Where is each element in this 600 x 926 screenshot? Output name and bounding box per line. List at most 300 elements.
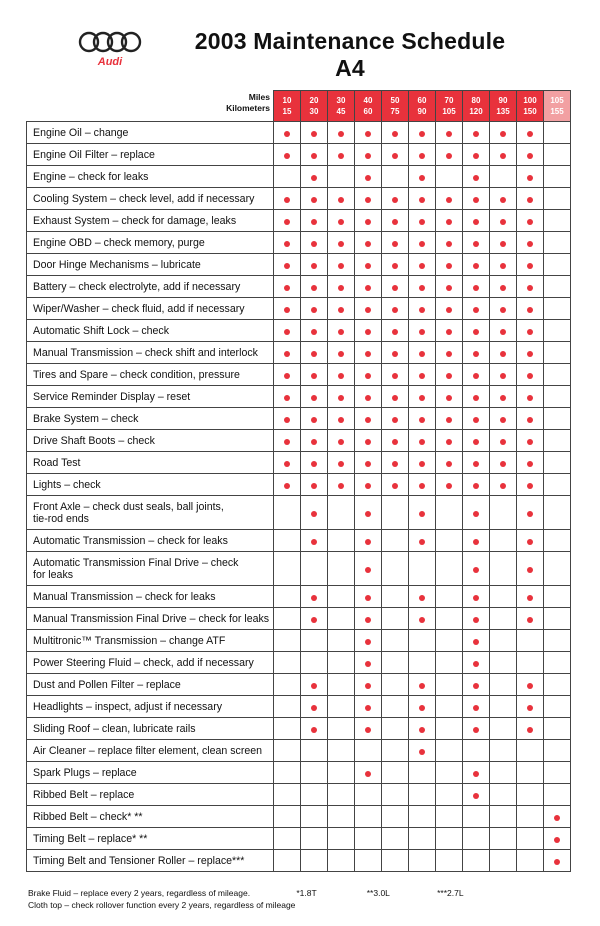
schedule-cell	[490, 496, 517, 530]
service-dot-icon	[446, 461, 452, 467]
cloth-top-note: Cloth top – check rollover function every 2 years, regardless of mileage	[28, 900, 296, 910]
service-dot-icon	[419, 511, 425, 517]
schedule-cell	[382, 762, 409, 784]
schedule-cell	[490, 144, 517, 166]
page-title	[140, 28, 560, 82]
schedule-cell	[409, 806, 436, 828]
table-row	[27, 144, 571, 166]
task-label: Drive Shaft Boots – check	[27, 430, 274, 452]
schedule-cell	[544, 784, 571, 806]
task-label: Wiper/Washer – check fluid, add if necessary	[27, 298, 274, 320]
schedule-cell	[355, 850, 382, 872]
table-row	[27, 320, 571, 342]
schedule-cell	[544, 762, 571, 784]
schedule-cell	[409, 342, 436, 364]
schedule-cell	[301, 784, 328, 806]
service-dot-icon	[419, 131, 425, 137]
service-dot-icon	[311, 175, 317, 181]
schedule-cell	[517, 552, 544, 586]
table-row	[27, 696, 571, 718]
schedule-cell	[544, 430, 571, 452]
schedule-cell	[517, 630, 544, 652]
service-dot-icon	[338, 329, 344, 335]
schedule-cell	[517, 254, 544, 276]
service-dot-icon	[446, 285, 452, 291]
schedule-cell	[544, 276, 571, 298]
service-dot-icon	[527, 483, 533, 489]
schedule-cell	[382, 674, 409, 696]
service-dot-icon	[392, 197, 398, 203]
schedule-cell	[328, 530, 355, 552]
schedule-cell	[463, 608, 490, 630]
service-dot-icon	[419, 539, 425, 545]
interval-km: 120	[469, 107, 483, 116]
service-dot-icon	[419, 727, 425, 733]
schedule-cell	[463, 276, 490, 298]
schedule-cell	[274, 298, 301, 320]
table-row	[27, 496, 571, 530]
schedule-cell	[355, 386, 382, 408]
table-row	[27, 430, 571, 452]
service-dot-icon	[473, 241, 479, 247]
schedule-cell	[328, 608, 355, 630]
schedule-cell	[544, 364, 571, 386]
schedule-cell	[382, 298, 409, 320]
service-dot-icon	[554, 815, 560, 821]
task-label: Power Steering Fluid – check, add if necessary	[27, 652, 274, 674]
service-dot-icon	[338, 219, 344, 225]
service-dot-icon	[554, 859, 560, 865]
schedule-cell	[463, 122, 490, 144]
schedule-cell	[328, 552, 355, 586]
schedule-cell	[382, 552, 409, 586]
schedule-cell	[382, 530, 409, 552]
schedule-cell	[517, 232, 544, 254]
service-dot-icon	[311, 461, 317, 467]
schedule-cell	[274, 122, 301, 144]
schedule-cell	[490, 254, 517, 276]
service-dot-icon	[527, 461, 533, 467]
interval-km: 105	[442, 107, 456, 116]
schedule-cell	[517, 496, 544, 530]
schedule-cell	[544, 298, 571, 320]
schedule-cell	[490, 188, 517, 210]
service-dot-icon	[527, 351, 533, 357]
header-blank	[27, 91, 274, 122]
schedule-cell	[517, 718, 544, 740]
table-row	[27, 762, 571, 784]
service-dot-icon	[527, 567, 533, 573]
schedule-cell	[463, 696, 490, 718]
service-dot-icon	[473, 197, 479, 203]
service-dot-icon	[473, 461, 479, 467]
footnote-2: **3.0L	[366, 888, 390, 898]
schedule-cell	[301, 452, 328, 474]
schedule-cell	[544, 452, 571, 474]
schedule-cell	[301, 652, 328, 674]
footnotes	[28, 887, 464, 911]
schedule-cell	[490, 586, 517, 608]
schedule-cell	[409, 122, 436, 144]
schedule-cell	[301, 122, 328, 144]
schedule-cell	[355, 122, 382, 144]
service-dot-icon	[527, 439, 533, 445]
service-dot-icon	[527, 705, 533, 711]
service-dot-icon	[473, 439, 479, 445]
schedule-cell	[301, 166, 328, 188]
km-label: Kilometers	[226, 103, 270, 113]
service-dot-icon	[392, 329, 398, 335]
schedule-cell	[355, 762, 382, 784]
service-dot-icon	[365, 617, 371, 623]
schedule-cell	[382, 430, 409, 452]
schedule-cell	[517, 652, 544, 674]
schedule-cell	[382, 144, 409, 166]
service-dot-icon	[473, 511, 479, 517]
task-label: Automatic Transmission – check for leaks	[27, 530, 274, 552]
schedule-cell	[274, 652, 301, 674]
service-dot-icon	[446, 351, 452, 357]
service-dot-icon	[392, 219, 398, 225]
service-dot-icon	[527, 539, 533, 545]
schedule-cell	[490, 718, 517, 740]
schedule-cell	[463, 144, 490, 166]
schedule-cell	[301, 762, 328, 784]
schedule-cell	[355, 630, 382, 652]
schedule-cell	[517, 674, 544, 696]
service-dot-icon	[365, 595, 371, 601]
schedule-cell	[490, 608, 517, 630]
schedule-cell	[544, 320, 571, 342]
interval-km: 60	[363, 107, 373, 116]
schedule-cell	[436, 320, 463, 342]
schedule-cell	[355, 144, 382, 166]
schedule-cell	[274, 254, 301, 276]
schedule-cell	[382, 630, 409, 652]
table-row	[27, 784, 571, 806]
table-row	[27, 210, 571, 232]
schedule-cell	[382, 188, 409, 210]
table-row	[27, 674, 571, 696]
schedule-cell	[436, 232, 463, 254]
service-dot-icon	[473, 263, 479, 269]
schedule-cell	[328, 452, 355, 474]
schedule-cell	[517, 320, 544, 342]
schedule-cell	[517, 342, 544, 364]
service-dot-icon	[419, 617, 425, 623]
schedule-cell	[328, 696, 355, 718]
service-dot-icon	[284, 131, 290, 137]
service-dot-icon	[527, 175, 533, 181]
task-label: Tires and Spare – check condition, pressure	[27, 364, 274, 386]
schedule-cell	[328, 254, 355, 276]
service-dot-icon	[311, 705, 317, 711]
schedule-cell	[436, 276, 463, 298]
schedule-cell	[409, 298, 436, 320]
schedule-cell	[463, 552, 490, 586]
schedule-cell	[490, 364, 517, 386]
schedule-cell	[301, 530, 328, 552]
service-dot-icon	[365, 639, 371, 645]
table-row	[27, 608, 571, 630]
schedule-cell	[328, 718, 355, 740]
table-row	[27, 386, 571, 408]
service-dot-icon	[419, 197, 425, 203]
schedule-cell	[463, 474, 490, 496]
service-dot-icon	[311, 263, 317, 269]
service-dot-icon	[284, 351, 290, 357]
service-dot-icon	[500, 351, 506, 357]
service-dot-icon	[311, 683, 317, 689]
schedule-cell	[436, 452, 463, 474]
schedule-cell	[409, 386, 436, 408]
schedule-cell	[355, 608, 382, 630]
schedule-cell	[328, 850, 355, 872]
service-dot-icon	[419, 241, 425, 247]
schedule-cell	[544, 386, 571, 408]
interval-header	[490, 91, 517, 122]
schedule-cell	[544, 166, 571, 188]
schedule-cell	[274, 530, 301, 552]
service-dot-icon	[527, 511, 533, 517]
service-dot-icon	[419, 683, 425, 689]
service-dot-icon	[365, 417, 371, 423]
schedule-cell	[544, 850, 571, 872]
schedule-cell	[409, 166, 436, 188]
schedule-cell	[463, 784, 490, 806]
task-label: Brake System – check	[27, 408, 274, 430]
service-dot-icon	[419, 749, 425, 755]
footnote-1: *1.8T	[296, 888, 317, 898]
schedule-cell	[301, 144, 328, 166]
table-row	[27, 298, 571, 320]
schedule-cell	[490, 850, 517, 872]
schedule-cell	[274, 762, 301, 784]
service-dot-icon	[284, 219, 290, 225]
schedule-cell	[301, 674, 328, 696]
service-dot-icon	[473, 307, 479, 313]
schedule-cell	[490, 552, 517, 586]
schedule-cell	[409, 828, 436, 850]
service-dot-icon	[473, 617, 479, 623]
schedule-cell	[301, 552, 328, 586]
schedule-cell	[328, 298, 355, 320]
interval-header	[517, 91, 544, 122]
schedule-cell	[382, 850, 409, 872]
task-label: Engine – check for leaks	[27, 166, 274, 188]
service-dot-icon	[392, 153, 398, 159]
service-dot-icon	[365, 661, 371, 667]
schedule-cell	[436, 552, 463, 586]
schedule-cell	[409, 630, 436, 652]
service-dot-icon	[365, 439, 371, 445]
schedule-cell	[328, 806, 355, 828]
service-dot-icon	[527, 307, 533, 313]
schedule-cell	[301, 828, 328, 850]
schedule-cell	[490, 740, 517, 762]
footnote-3: ***2.7L	[437, 888, 464, 898]
service-dot-icon	[338, 395, 344, 401]
task-label: Cooling System – check level, add if necessary	[27, 188, 274, 210]
service-dot-icon	[500, 439, 506, 445]
service-dot-icon	[500, 395, 506, 401]
schedule-cell	[328, 342, 355, 364]
schedule-cell	[544, 474, 571, 496]
interval-miles: 40	[363, 96, 373, 105]
service-dot-icon	[473, 395, 479, 401]
service-dot-icon	[365, 329, 371, 335]
schedule-cell	[463, 740, 490, 762]
service-dot-icon	[365, 395, 371, 401]
interval-miles: 105	[550, 96, 564, 105]
service-dot-icon	[365, 153, 371, 159]
schedule-cell	[436, 784, 463, 806]
table-row	[27, 828, 571, 850]
schedule-cell	[409, 276, 436, 298]
schedule-cell	[355, 474, 382, 496]
service-dot-icon	[500, 417, 506, 423]
schedule-cell	[382, 408, 409, 430]
schedule-cell	[382, 232, 409, 254]
task-label: Headlights – inspect, adjust if necessary	[27, 696, 274, 718]
task-label: Ribbed Belt – replace	[27, 784, 274, 806]
schedule-cell	[382, 276, 409, 298]
service-dot-icon	[338, 131, 344, 137]
service-dot-icon	[338, 241, 344, 247]
schedule-cell	[436, 496, 463, 530]
interval-km: 30	[309, 107, 319, 116]
schedule-cell	[436, 254, 463, 276]
schedule-cell	[409, 608, 436, 630]
schedule-cell	[355, 210, 382, 232]
service-dot-icon	[446, 417, 452, 423]
maintenance-table	[26, 90, 571, 872]
service-dot-icon	[311, 307, 317, 313]
schedule-cell	[436, 828, 463, 850]
schedule-cell	[544, 608, 571, 630]
schedule-cell	[463, 762, 490, 784]
schedule-cell	[436, 210, 463, 232]
schedule-cell	[436, 298, 463, 320]
schedule-cell	[382, 586, 409, 608]
schedule-cell	[463, 386, 490, 408]
schedule-cell	[490, 630, 517, 652]
schedule-cell	[328, 408, 355, 430]
interval-header	[436, 91, 463, 122]
interval-header	[355, 91, 382, 122]
schedule-cell	[544, 718, 571, 740]
schedule-cell	[409, 210, 436, 232]
service-dot-icon	[473, 153, 479, 159]
schedule-cell	[355, 298, 382, 320]
schedule-cell	[274, 364, 301, 386]
service-dot-icon	[419, 395, 425, 401]
schedule-cell	[463, 342, 490, 364]
schedule-cell	[274, 210, 301, 232]
service-dot-icon	[284, 461, 290, 467]
schedule-cell	[355, 166, 382, 188]
schedule-cell	[355, 364, 382, 386]
schedule-cell	[517, 408, 544, 430]
schedule-cell	[409, 188, 436, 210]
service-dot-icon	[419, 439, 425, 445]
schedule-cell	[382, 342, 409, 364]
schedule-cell	[274, 496, 301, 530]
schedule-cell	[517, 850, 544, 872]
service-dot-icon	[527, 395, 533, 401]
schedule-cell	[409, 430, 436, 452]
service-dot-icon	[365, 511, 371, 517]
schedule-cell	[490, 784, 517, 806]
schedule-cell	[274, 674, 301, 696]
service-dot-icon	[500, 153, 506, 159]
schedule-cell	[274, 276, 301, 298]
task-label: Manual Transmission – check for leaks	[27, 586, 274, 608]
service-dot-icon	[500, 131, 506, 137]
service-dot-icon	[473, 175, 479, 181]
service-dot-icon	[365, 683, 371, 689]
schedule-cell	[274, 474, 301, 496]
schedule-cell	[517, 828, 544, 850]
service-dot-icon	[284, 197, 290, 203]
schedule-cell	[409, 320, 436, 342]
service-dot-icon	[338, 285, 344, 291]
schedule-cell	[490, 806, 517, 828]
interval-miles: 10	[282, 96, 292, 105]
schedule-cell	[517, 696, 544, 718]
service-dot-icon	[311, 219, 317, 225]
service-dot-icon	[554, 837, 560, 843]
task-label: Automatic Transmission Final Drive – check for leaks	[27, 552, 274, 586]
schedule-cell	[517, 452, 544, 474]
task-label: Dust and Pollen Filter – replace	[27, 674, 274, 696]
schedule-cell	[463, 320, 490, 342]
task-label: Timing Belt – replace* **	[27, 828, 274, 850]
task-label: Road Test	[27, 452, 274, 474]
service-dot-icon	[473, 727, 479, 733]
table-row	[27, 474, 571, 496]
schedule-cell	[301, 188, 328, 210]
schedule-cell	[301, 364, 328, 386]
schedule-cell	[409, 408, 436, 430]
service-dot-icon	[338, 153, 344, 159]
schedule-cell	[436, 474, 463, 496]
service-dot-icon	[311, 483, 317, 489]
schedule-cell	[544, 122, 571, 144]
title-line-1: 2003 Maintenance Schedule	[194, 28, 506, 54]
schedule-cell	[544, 630, 571, 652]
table-row	[27, 166, 571, 188]
schedule-cell	[382, 718, 409, 740]
schedule-cell	[301, 740, 328, 762]
service-dot-icon	[473, 329, 479, 335]
schedule-cell	[355, 496, 382, 530]
interval-header	[274, 91, 301, 122]
schedule-cell	[463, 674, 490, 696]
brake-fluid-note: Brake Fluid – replace every 2 years, regardless of mileage.	[28, 888, 251, 898]
service-dot-icon	[311, 439, 317, 445]
service-dot-icon	[365, 567, 371, 573]
schedule-cell	[328, 784, 355, 806]
schedule-cell	[409, 144, 436, 166]
schedule-cell	[409, 674, 436, 696]
service-dot-icon	[419, 307, 425, 313]
schedule-cell	[517, 430, 544, 452]
schedule-cell	[463, 718, 490, 740]
schedule-cell	[490, 232, 517, 254]
service-dot-icon	[446, 439, 452, 445]
schedule-cell	[463, 166, 490, 188]
